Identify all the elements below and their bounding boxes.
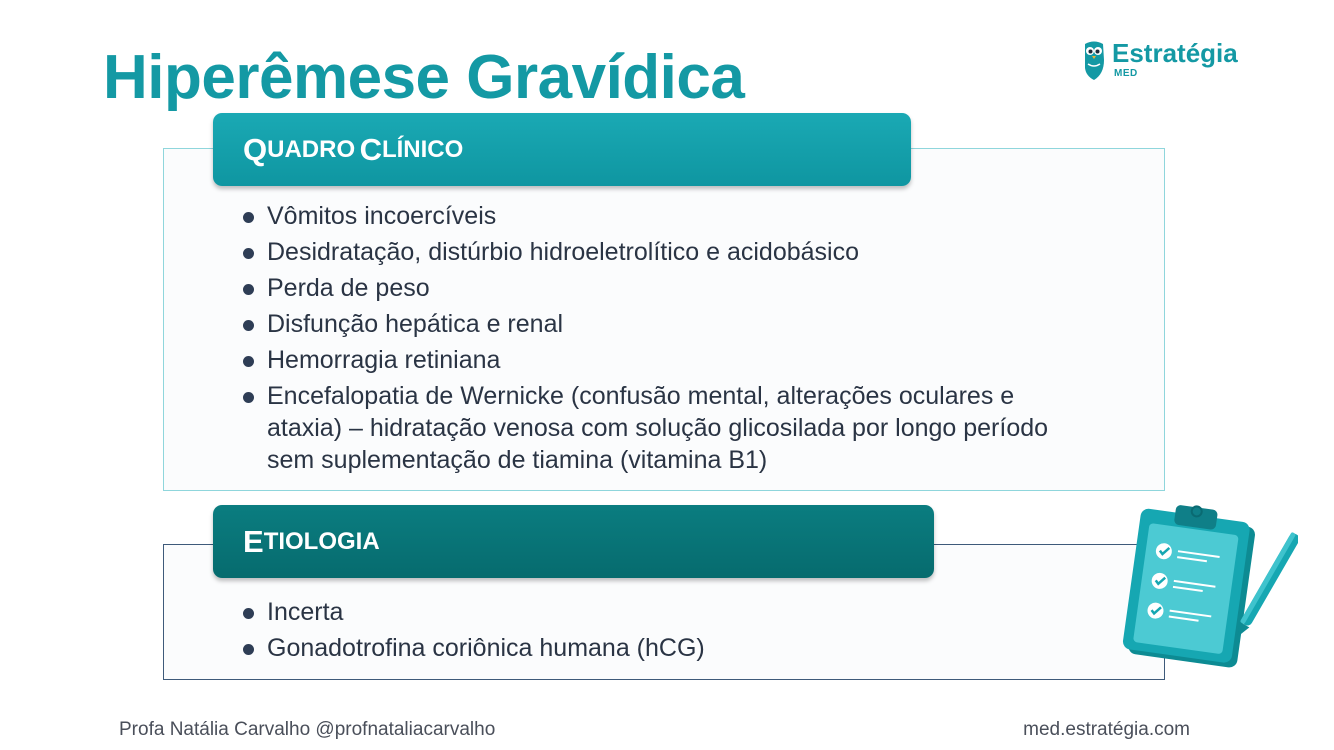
clinical-picture-header	[213, 113, 911, 186]
owl-icon	[1082, 40, 1106, 82]
header-rest-2: LÍNICO	[381, 135, 464, 163]
list-item: Perda de peso	[243, 270, 1083, 306]
header-initial: Q	[243, 131, 268, 167]
header-initial: E	[243, 523, 264, 559]
etiology-header	[213, 505, 934, 578]
header-rest: TIOLOGIA	[263, 527, 380, 555]
etiology-list	[243, 594, 1083, 666]
clipboard-checklist-icon	[1118, 505, 1298, 675]
list-item: Desidratação, distúrbio hidroeletrolítico e acidobásico	[243, 234, 1083, 270]
logo-wordmark: Estratégia	[1112, 38, 1238, 68]
list-item: Hemorragia retiniana	[243, 342, 1083, 378]
list-item: Disfunção hepática e renal	[243, 306, 1083, 342]
logo-subtitle: MED	[1114, 68, 1138, 79]
list-item: Encefalopatia de Wernicke (confusão mental, alterações oculares e ataxia) – hidratação venosa com solução glicosilada por longo período sem suplementação de tiamina (vitamina B1)	[243, 378, 1083, 476]
slide-title: Hiperêmese Gravídica	[103, 43, 745, 112]
header-rest: UADRO	[267, 135, 356, 163]
list-item: Gonadotrofina coriônica humana (hCG)	[243, 630, 1083, 666]
list-item: Vômitos incoercíveis	[243, 198, 1083, 234]
list-item: Incerta	[243, 594, 1083, 630]
clinical-picture-list	[243, 198, 1083, 476]
footer-website: med.estratégia.com	[1023, 719, 1190, 740]
estrategia-logo	[1082, 38, 1252, 84]
header-initial-2: C	[359, 131, 382, 167]
footer-author: Profa Natália Carvalho @profnataliacarvalho	[119, 719, 496, 740]
